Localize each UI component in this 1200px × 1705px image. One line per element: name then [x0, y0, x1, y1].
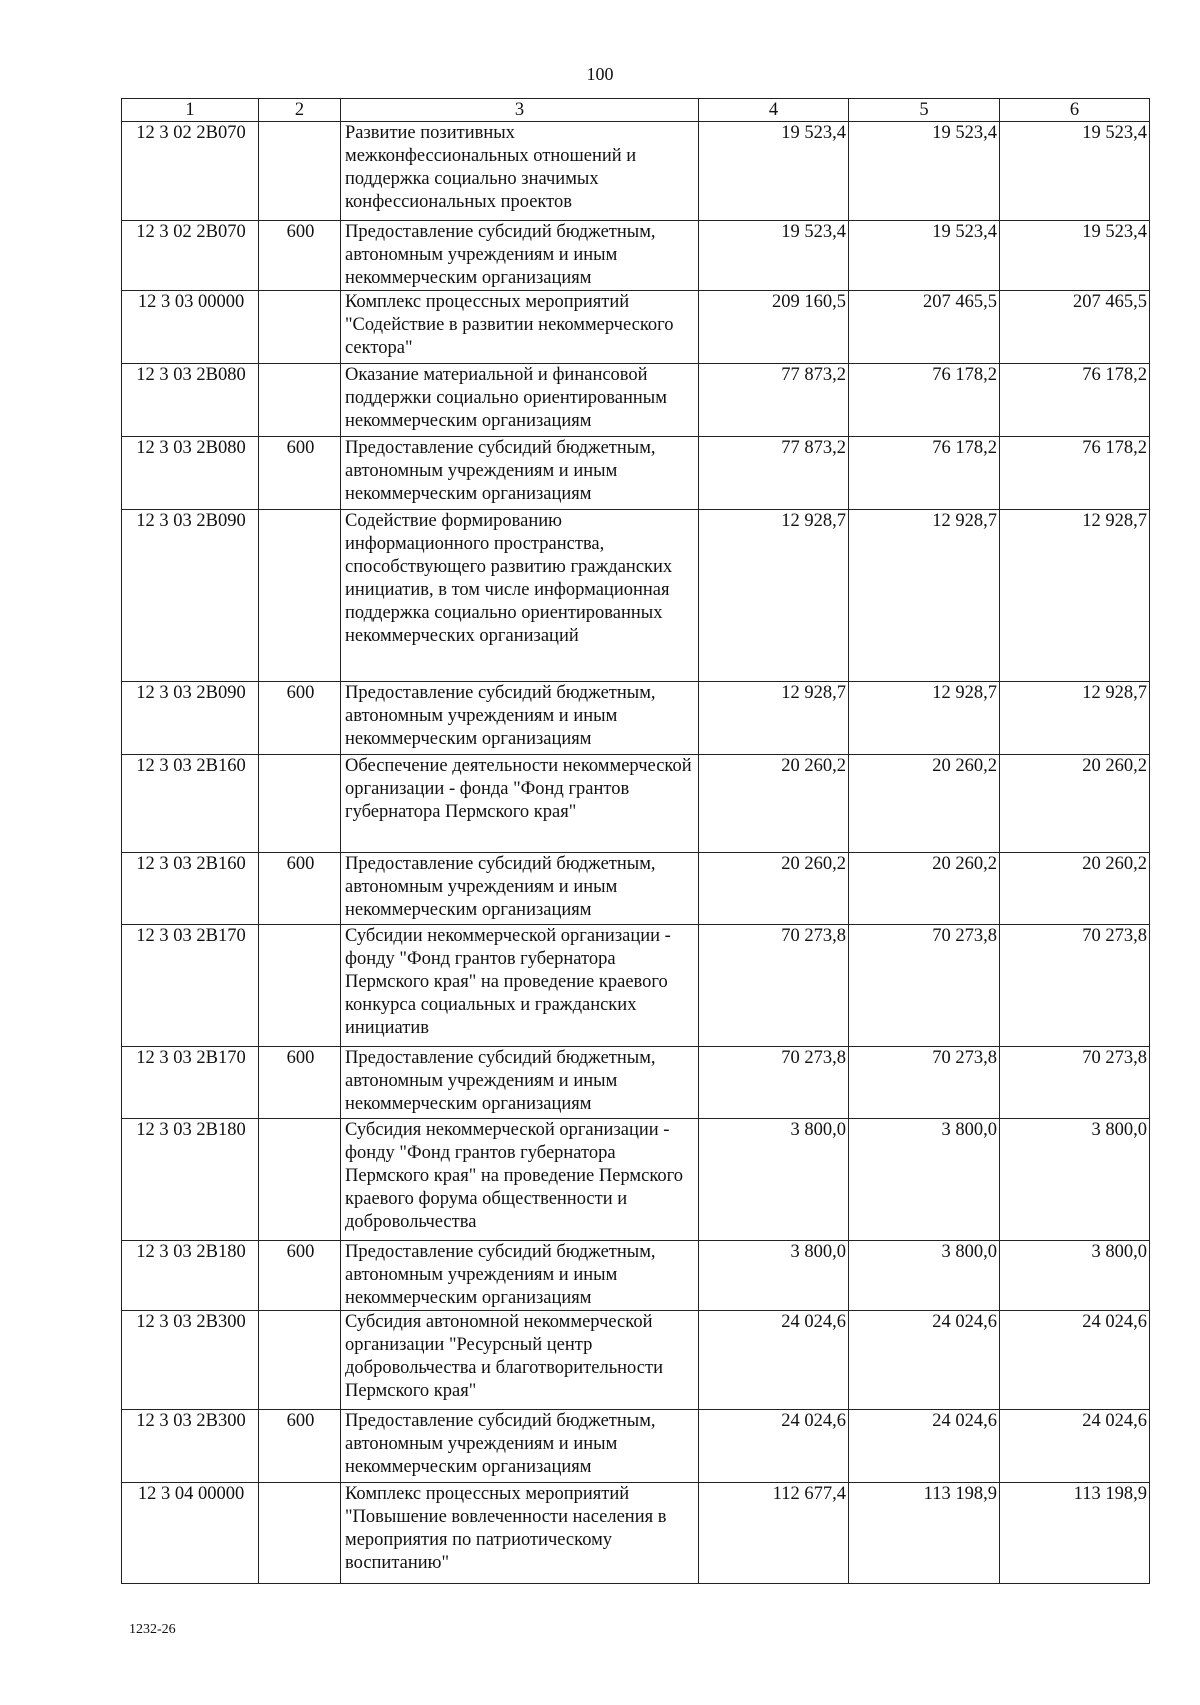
cell-value-5: 76 178,2	[849, 437, 1000, 510]
cell-expense-type: 600	[259, 682, 341, 755]
cell-name: Обеспечение деятельности некоммерческой организации - фонда "Фонд грантов губернатора Пермского края"	[341, 755, 699, 853]
table-row	[122, 1047, 1150, 1119]
table-header-row	[122, 99, 1150, 122]
cell-expense-type	[259, 1311, 341, 1410]
cell-expense-type	[259, 1483, 341, 1584]
cell-name: Предоставление субсидий бюджетным, автономным учреждениям и иным некоммерческим организациям	[341, 221, 699, 291]
cell-code: 12 3 03 2В170	[122, 1047, 259, 1119]
cell-value-6: 24 024,6	[1000, 1410, 1150, 1483]
table-row	[122, 221, 1150, 291]
table-row	[122, 364, 1150, 437]
cell-value-5: 24 024,6	[849, 1410, 1000, 1483]
cell-expense-type	[259, 364, 341, 437]
cell-value-4: 20 260,2	[699, 755, 849, 853]
cell-expense-type	[259, 291, 341, 364]
cell-code: 12 3 03 2В180	[122, 1241, 259, 1311]
header-col-1: 1	[122, 99, 259, 122]
cell-name: Предоставление субсидий бюджетным, автономным учреждениям и иным некоммерческим организациям	[341, 682, 699, 755]
cell-value-5: 3 800,0	[849, 1119, 1000, 1241]
header-col-3: 3	[341, 99, 699, 122]
cell-value-4: 12 928,7	[699, 682, 849, 755]
cell-code: 12 3 03 2В160	[122, 755, 259, 853]
cell-value-5: 20 260,2	[849, 853, 1000, 925]
cell-value-5: 207 465,5	[849, 291, 1000, 364]
header-col-5: 5	[849, 99, 1000, 122]
cell-value-6: 70 273,8	[1000, 1047, 1150, 1119]
table-row	[122, 682, 1150, 755]
cell-value-6: 24 024,6	[1000, 1311, 1150, 1410]
cell-value-6: 76 178,2	[1000, 364, 1150, 437]
cell-expense-type: 600	[259, 437, 341, 510]
cell-code: 12 3 03 00000	[122, 291, 259, 364]
cell-value-5: 76 178,2	[849, 364, 1000, 437]
cell-code: 12 3 04 00000	[122, 1483, 259, 1584]
cell-code: 12 3 03 2В170	[122, 925, 259, 1047]
cell-value-6: 3 800,0	[1000, 1241, 1150, 1311]
cell-value-6: 113 198,9	[1000, 1483, 1150, 1584]
cell-name: Предоставление субсидий бюджетным, автономным учреждениям и иным некоммерческим организациям	[341, 1241, 699, 1311]
cell-code: 12 3 03 2В080	[122, 437, 259, 510]
cell-code: 12 3 03 2В180	[122, 1119, 259, 1241]
table-row	[122, 510, 1150, 682]
cell-value-5: 70 273,8	[849, 1047, 1000, 1119]
cell-value-4: 70 273,8	[699, 1047, 849, 1119]
cell-value-4: 20 260,2	[699, 853, 849, 925]
cell-value-4: 3 800,0	[699, 1241, 849, 1311]
table-row	[122, 755, 1150, 853]
cell-name: Предоставление субсидий бюджетным, автономным учреждениям и иным некоммерческим организациям	[341, 437, 699, 510]
cell-value-6: 20 260,2	[1000, 755, 1150, 853]
table-row	[122, 122, 1150, 221]
cell-name: Предоставление субсидий бюджетным, автономным учреждениям и иным некоммерческим организациям	[341, 853, 699, 925]
table-row	[122, 925, 1150, 1047]
cell-value-4: 24 024,6	[699, 1311, 849, 1410]
cell-code: 12 3 03 2В300	[122, 1311, 259, 1410]
cell-code: 12 3 02 2В070	[122, 221, 259, 291]
cell-expense-type: 600	[259, 1241, 341, 1311]
cell-name: Предоставление субсидий бюджетным, автономным учреждениям и иным некоммерческим организациям	[341, 1410, 699, 1483]
cell-value-4: 19 523,4	[699, 122, 849, 221]
cell-value-6: 207 465,5	[1000, 291, 1150, 364]
cell-expense-type: 600	[259, 221, 341, 291]
cell-expense-type	[259, 510, 341, 682]
document-footer-code: 1232-26	[129, 1622, 176, 1637]
cell-code: 12 3 03 2В090	[122, 510, 259, 682]
cell-value-4: 70 273,8	[699, 925, 849, 1047]
cell-code: 12 3 02 2В070	[122, 122, 259, 221]
cell-value-5: 3 800,0	[849, 1241, 1000, 1311]
cell-name: Предоставление субсидий бюджетным, автономным учреждениям и иным некоммерческим организациям	[341, 1047, 699, 1119]
cell-name: Оказание материальной и финансовой поддержки социально ориентированным некоммерческим организациям	[341, 364, 699, 437]
table-row	[122, 853, 1150, 925]
table-row	[122, 1241, 1150, 1311]
cell-value-4: 3 800,0	[699, 1119, 849, 1241]
cell-expense-type: 600	[259, 1410, 341, 1483]
table-row	[122, 1410, 1150, 1483]
cell-value-4: 24 024,6	[699, 1410, 849, 1483]
cell-expense-type	[259, 755, 341, 853]
cell-expense-type	[259, 122, 341, 221]
cell-value-5: 70 273,8	[849, 925, 1000, 1047]
cell-value-6: 19 523,4	[1000, 122, 1150, 221]
header-col-2: 2	[259, 99, 341, 122]
table-row	[122, 291, 1150, 364]
cell-value-5: 19 523,4	[849, 122, 1000, 221]
cell-value-6: 12 928,7	[1000, 682, 1150, 755]
cell-value-5: 113 198,9	[849, 1483, 1000, 1584]
cell-name: Субсидия некоммерческой организации - фонду "Фонд грантов губернатора Пермского края" на проведение Пермского краевого форума общественности и добровольчества	[341, 1119, 699, 1241]
cell-value-5: 24 024,6	[849, 1311, 1000, 1410]
cell-name: Субсидии некоммерческой организации - фонду "Фонд грантов губернатора Пермского края" на проведение краевого конкурса социальных и гражданских инициатив	[341, 925, 699, 1047]
budget-table	[121, 98, 1150, 1584]
cell-value-4: 12 928,7	[699, 510, 849, 682]
header-col-4: 4	[699, 99, 849, 122]
cell-expense-type: 600	[259, 1047, 341, 1119]
cell-value-4: 112 677,4	[699, 1483, 849, 1584]
cell-code: 12 3 03 2В160	[122, 853, 259, 925]
cell-value-6: 3 800,0	[1000, 1119, 1150, 1241]
cell-value-6: 70 273,8	[1000, 925, 1150, 1047]
cell-expense-type	[259, 1119, 341, 1241]
cell-value-4: 209 160,5	[699, 291, 849, 364]
cell-value-4: 77 873,2	[699, 364, 849, 437]
cell-name: Содействие формированию информационного пространства, способствующего развитию гражданских инициатив, в том числе информационная поддержка социально ориентированных некоммерческих организаций	[341, 510, 699, 682]
cell-name: Развитие позитивных межконфессиональных отношений и поддержка социально значимых конфессиональных проектов	[341, 122, 699, 221]
cell-name: Комплекс процессных мероприятий "Повышение вовлеченности населения в мероприятия по патриотическому воспитанию"	[341, 1483, 699, 1584]
cell-value-6: 20 260,2	[1000, 853, 1150, 925]
cell-value-4: 77 873,2	[699, 437, 849, 510]
cell-code: 12 3 03 2В300	[122, 1410, 259, 1483]
table-row	[122, 1483, 1150, 1584]
table-row	[122, 1119, 1150, 1241]
cell-value-5: 12 928,7	[849, 682, 1000, 755]
cell-value-5: 19 523,4	[849, 221, 1000, 291]
table-row	[122, 437, 1150, 510]
cell-name: Субсидия автономной некоммерческой организации "Ресурсный центр добровольчества и благотворительности Пермского края"	[341, 1311, 699, 1410]
cell-code: 12 3 03 2В090	[122, 682, 259, 755]
cell-expense-type	[259, 925, 341, 1047]
cell-value-6: 19 523,4	[1000, 221, 1150, 291]
page-number: 100	[586, 64, 614, 84]
cell-name: Комплекс процессных мероприятий "Содействие в развитии некоммерческого сектора"	[341, 291, 699, 364]
cell-value-4: 19 523,4	[699, 221, 849, 291]
cell-value-5: 12 928,7	[849, 510, 1000, 682]
cell-value-5: 20 260,2	[849, 755, 1000, 853]
cell-value-6: 76 178,2	[1000, 437, 1150, 510]
cell-value-6: 12 928,7	[1000, 510, 1150, 682]
cell-code: 12 3 03 2В080	[122, 364, 259, 437]
cell-expense-type: 600	[259, 853, 341, 925]
table-row	[122, 1311, 1150, 1410]
header-col-6: 6	[1000, 99, 1150, 122]
